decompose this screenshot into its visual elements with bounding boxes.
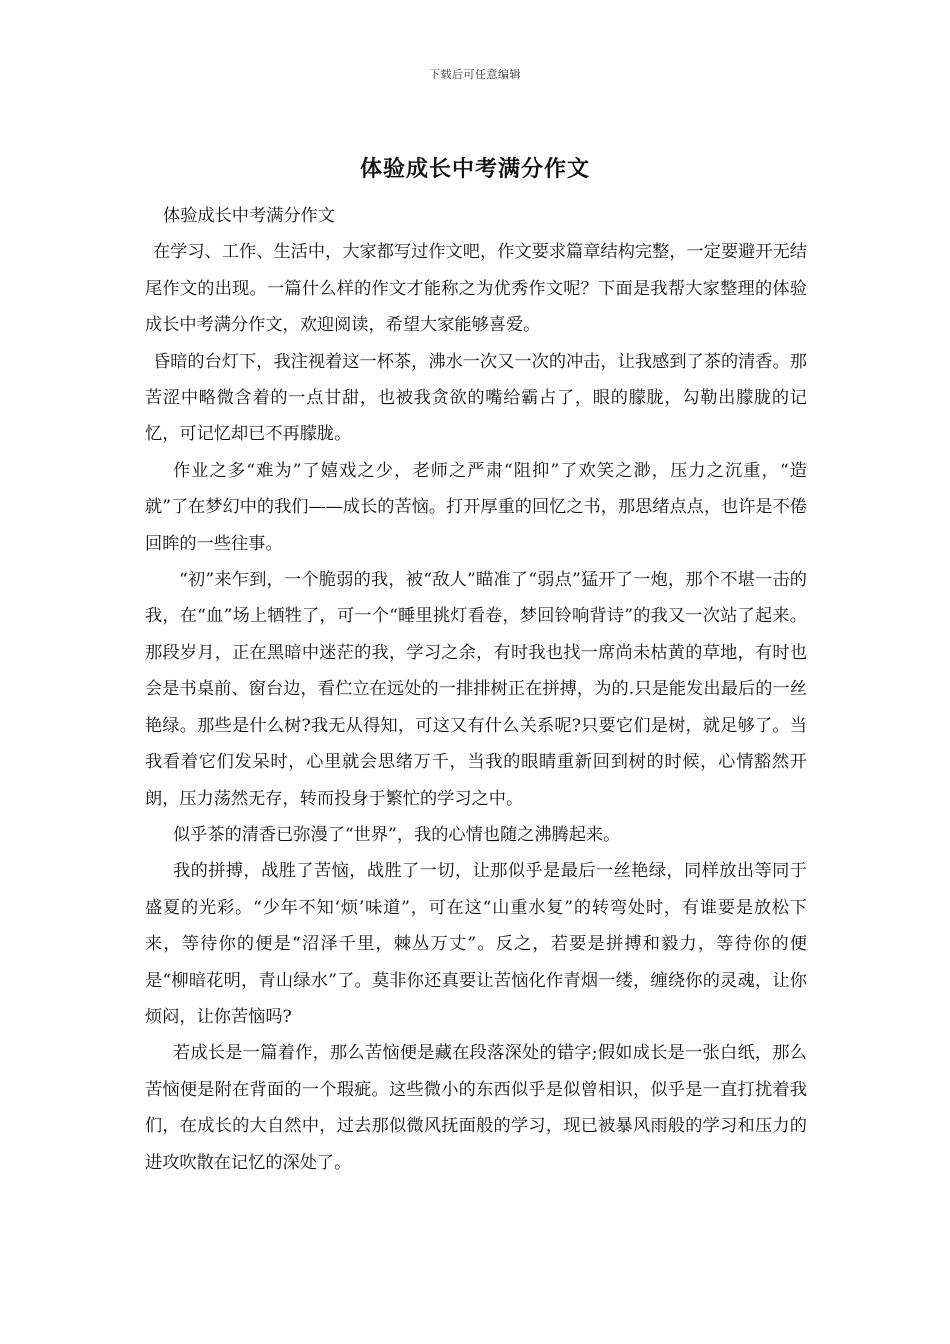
body-paragraph: 若成长是一篇着作，那么苦恼便是藏在段落深处的错字;假如成长是一张白纸，那么苦恼便是附在背面的一个瑕疵。这些微小的东西似乎是似曾相识，似乎是一直打扰着我们，在成长的大自然中，过去那似微风抚面般的学习，现已被暴风雨般的学习和压力的进攻吹散在记忆的深处了。 [145, 1043, 807, 1173]
header-note: 下载后可任意编辑 [429, 68, 521, 81]
body-paragraph: 作业之多“难为”了嬉戏之少，老师之严肃“阻抑”了欢笑之渺，压力之沉重，“造就”了在梦幻中的我们——成长的苦恼。打开厚重的回忆之书，那思绪点点，也许是不倦回眸的一些往事。 [145, 460, 807, 554]
body-paragraph: 在学习、工作、生活中，大家都写过作文吧，作文要求篇章结构完整，一定要避开无结尾作文的出现。一篇什么样的作文才能称之为优秀作文呢？下面是我帮大家整理的体验成长中考满分作文，欢迎阅读，希望大家能够喜爱。 [145, 242, 807, 336]
body-paragraph: “初”来乍到，一个脆弱的我，被“敌人”瞄准了“弱点”猛开了一炮，那个不堪一击的我，在“血”场上牺牲了，可一个“睡里挑灯看卷，梦回铃响背诗”的我又一次站了起来。那段岁月，正在黑暗中迷茫的我，学习之余，有时我也找一席尚未枯黄的草地，有时也会是书桌前、窗台边，看伫立在远处的一排排树正在拼搏，为的.只是能发出最后的一丝艳绿。那些是什么树?我无从得知，可这又有什么关系呢?只要它们是树，就足够了。当我看着它们发呆时，心里就会思绪万千，当我的眼睛重新回到树的时候，心情豁然开朗，压力荡然无存，转而投身于繁忙的学习之中。 [145, 570, 807, 809]
subtitle-paragraph: 体验成长中考满分作文 [163, 206, 335, 226]
document-body [145, 198, 807, 1181]
document-title: 体验成长中考满分作文 [359, 156, 590, 182]
body-paragraph: 昏暗的台灯下，我注视着这一杯茶，沸水一次又一次的冲击，让我感到了茶的清香。那苦涩中略微含着的一点甘甜，也被我贪欲的嘴给霸占了，眼的朦胧，勾勒出朦胧的记忆，可记忆却已不再朦胧。 [145, 351, 807, 445]
body-paragraph: 似乎茶的清香已弥漫了“世界”，我的心情也随之沸腾起来。 [173, 824, 621, 845]
body-paragraph: 我的拼搏，战胜了苦恼，战胜了一切，让那似乎是最后一丝艳绿，同样放出等同于盛夏的光彩。“少年不知‘烦’味道”，可在这“山重水复”的转弯处时，有谁要是放松下来，等待你的便是“沼泽千里，棘丛万丈”。反之，若要是拼搏和毅力，等待你的便是“柳暗花明，青山绿水”了。莫非你还真要让苦恼化作青烟一缕，缠绕你的灵魂，让你烦闷，让你苦恼吗? [145, 861, 807, 1027]
